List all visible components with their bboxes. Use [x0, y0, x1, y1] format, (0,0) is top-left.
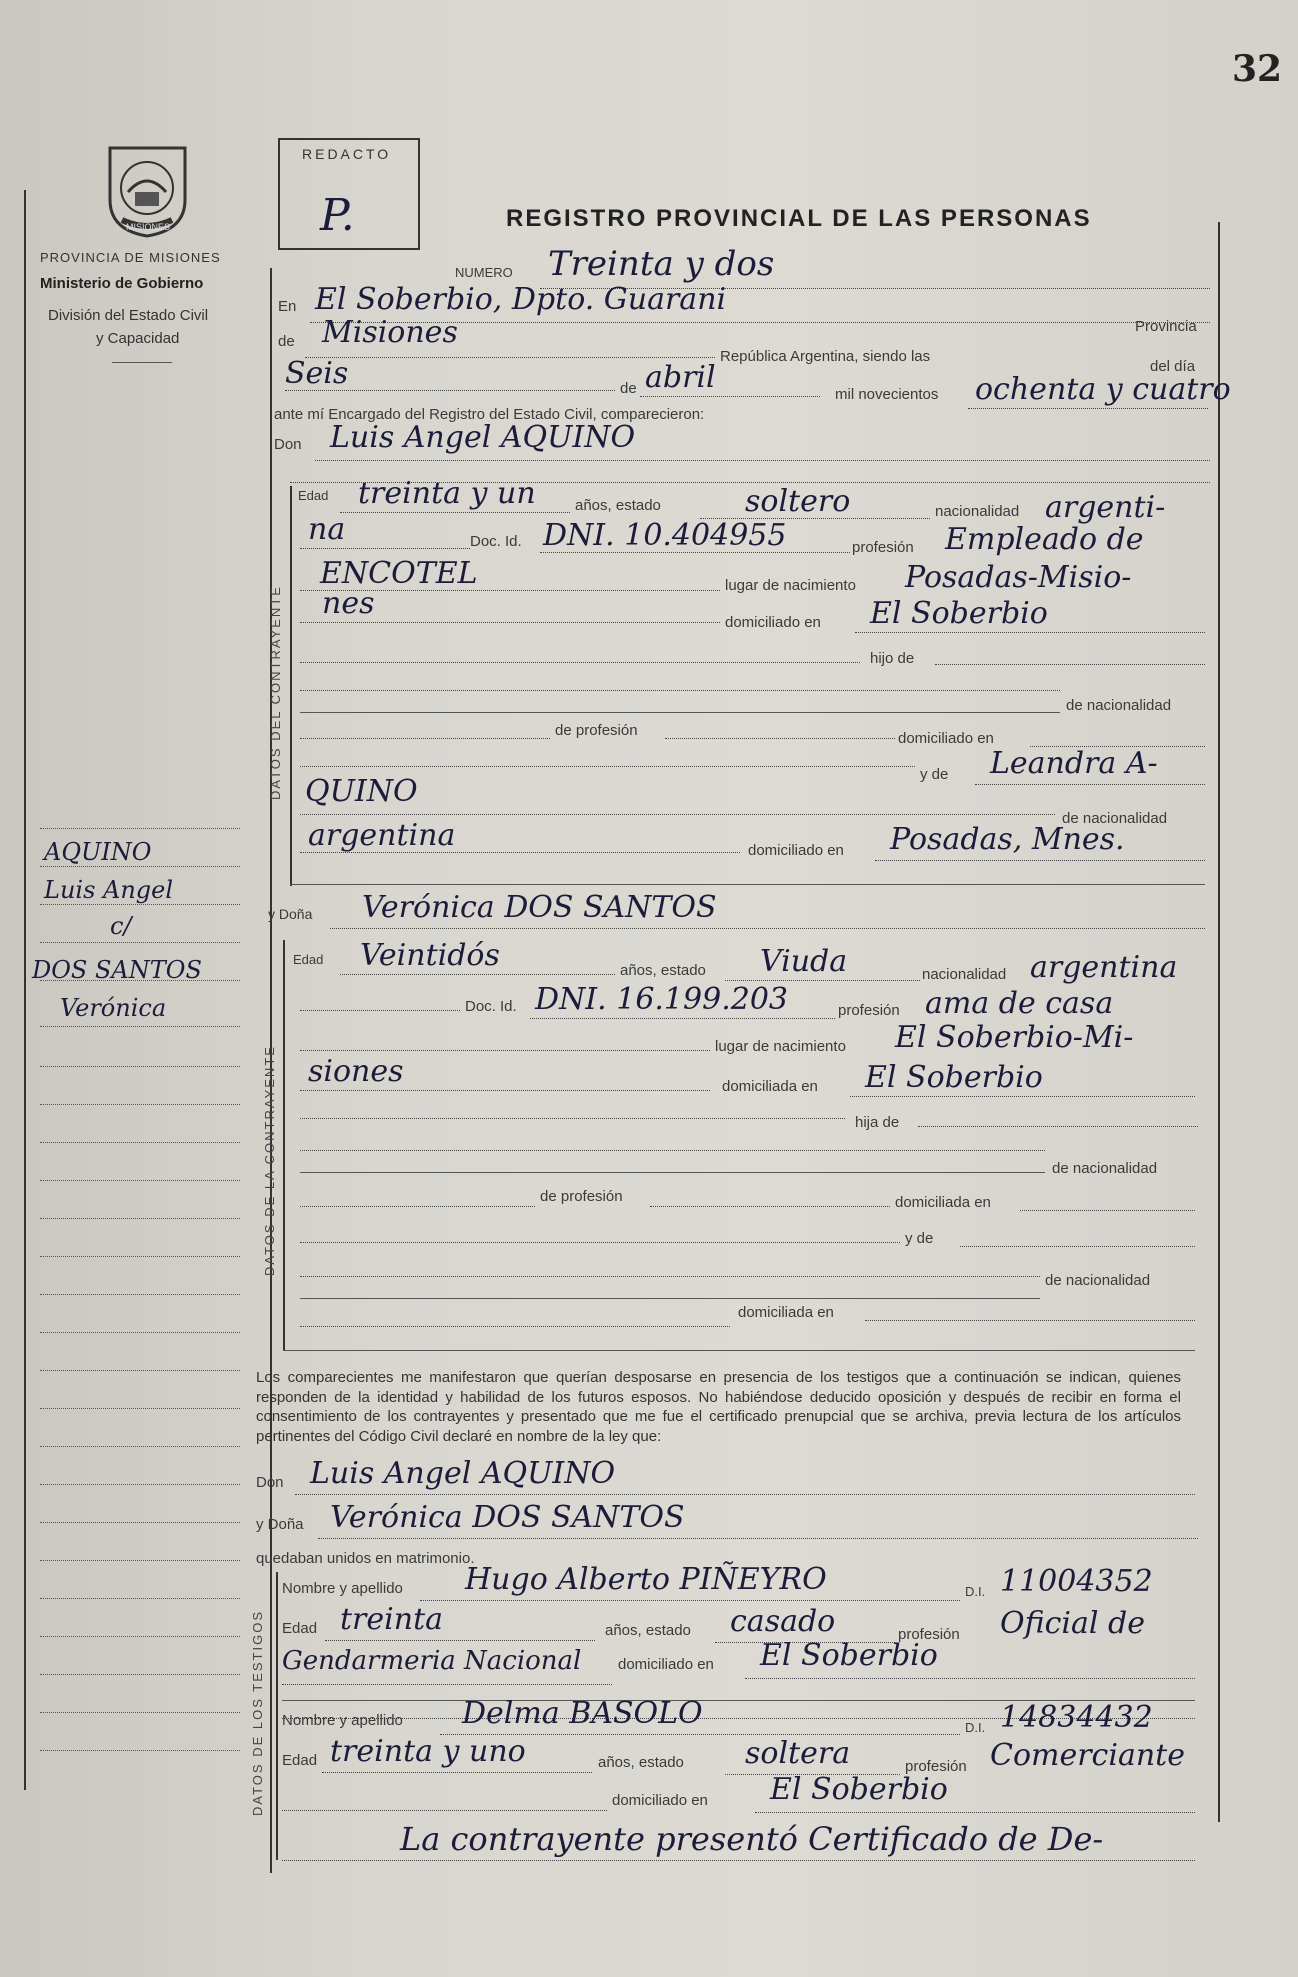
c-prof-value: Empleado de [945, 522, 1144, 557]
margin-rule [40, 1750, 240, 1751]
v-lugar-label: lugar de nacimiento [715, 1038, 846, 1055]
dona-label: y Doña [268, 906, 313, 922]
v-hija-line-c [300, 1150, 1045, 1151]
c-madre-cont-line [300, 814, 1055, 815]
declaration-text: Los comparecientes me manifestaron que querían desposarse en presencia de los testigos que a continuación se indican, quienes responden de la identidad y habilidad de los futuros esposos. No habiéndose deducido oposición y después de recibir en forma el consentimiento de los contrayentes y presentado que me fue el certificado prenupcial que se archiva, previa lectura de los artículos pertinentes del Código Civil declaré en nombre de la ley que: [256, 1369, 1181, 1445]
c-end-line [290, 884, 1205, 885]
margin-rule [40, 1598, 240, 1599]
c-edad-line [340, 512, 570, 513]
province-value: Misiones [322, 315, 458, 350]
t2-dom-line-a [282, 1810, 607, 1811]
decl-dona-label: y Doña [256, 1516, 304, 1533]
v-doc-line-a [300, 1010, 460, 1011]
margin-line-1: AQUINO [44, 838, 152, 866]
t1-nombre-line [420, 1600, 960, 1601]
t1-prof-value: Oficial de [1000, 1606, 1145, 1641]
v-doc-label: Doc. Id. [465, 998, 517, 1015]
nota-line [282, 1860, 1195, 1861]
t1-dom-value: El Soberbio [760, 1638, 938, 1673]
margin-rule [40, 1104, 240, 1105]
v-nac-value: argentina [1030, 950, 1178, 985]
t2-di-label: D.I. [965, 1720, 986, 1735]
t2-anos-label: años, estado [598, 1754, 684, 1771]
c-doc-value: DNI. 10.404955 [543, 518, 787, 553]
v-lugar-line-a [300, 1050, 710, 1051]
v-doc-line [530, 1018, 835, 1019]
testigos-bracket [276, 1572, 278, 1860]
v-edad-line [340, 974, 615, 975]
v-nac-label: nacionalidad [922, 966, 1007, 983]
margin-rule [40, 1484, 240, 1485]
c-nac-cont: na [308, 512, 346, 547]
testigos-side-label: DATOS DE LOS TESTIGOS [250, 1610, 265, 1816]
c-nac-value: argenti- [1045, 490, 1166, 525]
division-label-2: y Capacidad [96, 330, 180, 347]
ministry-label: Ministerio de Gobierno [40, 275, 204, 292]
c-domiciliado-label: domiciliado en [898, 730, 994, 747]
del-dia-label: del día [1150, 358, 1196, 375]
v-dom2-line-b [865, 1320, 1195, 1321]
c-madre-dom-label: domiciliado en [748, 842, 844, 859]
t1-prof-cont: Gendarmeria Nacional [282, 1646, 582, 1676]
v-hija-line-b [918, 1126, 1198, 1127]
c-madre-dom: Posadas, Mnes. [890, 822, 1125, 857]
c-madre-line [975, 784, 1205, 785]
c-dom-label: domiciliado en [725, 614, 821, 631]
v-prof-label: profesión [838, 1002, 900, 1019]
c-madre-cont: QUINO [305, 774, 418, 809]
v-madre-line [960, 1246, 1195, 1247]
c-hijo-line-a [300, 662, 860, 663]
c-hijo-line-d [300, 712, 1060, 713]
t2-edad-label: Edad [282, 1752, 318, 1769]
c-doc-line [540, 552, 850, 553]
form-right-border [1218, 222, 1220, 1822]
don-line [315, 460, 1210, 461]
v-hija-label: hija de [855, 1114, 900, 1131]
c-y-de-line [300, 766, 915, 767]
v-lugar-value: El Soberbio-Mi- [895, 1020, 1134, 1055]
de-label-2: de [620, 380, 637, 397]
margin-rule [40, 1294, 240, 1295]
v-hija-line-a [300, 1118, 845, 1119]
month-line [640, 396, 820, 397]
v-prof-value: ama de casa [925, 986, 1114, 1021]
margin-rule [40, 1218, 240, 1219]
margin-rule [40, 1408, 240, 1409]
c-lugar-cont-line [300, 622, 720, 623]
contrayenta-side-label: DATOS DE LA CONTRAYENTE [262, 1045, 277, 1276]
c-anos-label: años, estado [575, 497, 661, 514]
t2-dom-line [755, 1812, 1195, 1813]
redacto-mark: P. [320, 190, 355, 241]
margin-rule [40, 1560, 240, 1561]
c-hijo-line-c [300, 690, 1060, 691]
v-hija-line-d [300, 1172, 1045, 1173]
v-y-de-line [300, 1242, 900, 1243]
c-hijo-line-b [935, 664, 1205, 665]
t2-nombre-value: Delma BASOLO [462, 1696, 703, 1731]
t2-dom-value: El Soberbio [770, 1772, 948, 1807]
t2-estado-value: soltera [745, 1736, 851, 1771]
t1-dom-label: domiciliado en [618, 1656, 714, 1673]
hora-line [285, 390, 615, 391]
v-dom2-line [300, 1326, 730, 1327]
republica-label: República Argentina, siendo las [720, 348, 931, 365]
c-dom-line [855, 632, 1205, 633]
provincia-label: Provincia [1135, 318, 1197, 335]
decl-don-value: Luis Angel AQUINO [310, 1456, 616, 1491]
place-value: El Soberbio, Dpto. Guarani [315, 282, 727, 317]
t1-edad-label: Edad [282, 1620, 318, 1637]
v-estado-value: Viuda [760, 944, 848, 979]
v-prof-line-b [650, 1206, 890, 1207]
dona-line [330, 928, 1205, 929]
margin-rule [40, 1370, 240, 1371]
margin-rule [40, 1674, 240, 1675]
c-lugar-cont: nes [322, 586, 375, 621]
t2-nombre-label: Nombre y apellido [282, 1712, 403, 1729]
registry-title: REGISTRO PROVINCIAL DE LAS PERSONAS [506, 205, 1092, 232]
c-nac-cont-line [300, 548, 470, 549]
t1-estado-value: casado [730, 1604, 836, 1639]
t2-prof-value: Comerciante [990, 1738, 1185, 1773]
t1-nombre-label: Nombre y apellido [282, 1580, 403, 1597]
province-line [305, 357, 715, 358]
month-value: abril [645, 360, 716, 395]
c-madre-nac-line [300, 852, 740, 853]
c-edad-label: Edad [298, 488, 329, 503]
margin-line-2: Luis Angel [44, 876, 174, 904]
margin-rule [40, 828, 240, 829]
v-prof-line [300, 1206, 535, 1207]
margin-rule [40, 1256, 240, 1257]
decl-don-line [295, 1494, 1195, 1495]
v-domiciliada-label: domiciliada en [895, 1194, 991, 1211]
c-nac-label: nacionalidad [935, 503, 1020, 520]
c-dom-value: El Soberbio [870, 596, 1048, 631]
v-de-prof-label: de profesión [540, 1188, 623, 1205]
de-label: de [278, 333, 295, 350]
page-number: 32 [1232, 48, 1283, 90]
margin-rule [40, 1446, 240, 1447]
margin-line-4: DOS SANTOS [32, 956, 202, 984]
c-hijo-label: hijo de [870, 650, 915, 667]
margin-rule [40, 1180, 240, 1181]
c-madre-dom-line [875, 860, 1205, 861]
redacto-label: REDACTO [302, 146, 392, 162]
c-edad-value: treinta y un [358, 476, 536, 511]
division-label: División del Estado Civil [48, 307, 209, 324]
v-edad-value: Veintidós [360, 938, 500, 973]
dona-value: Verónica DOS SANTOS [362, 890, 717, 925]
v-lugar-cont-line [300, 1090, 710, 1091]
year-line [968, 408, 1208, 409]
c-prof-cont: ENCOTEL [320, 556, 478, 591]
v-madre-cont-line [300, 1276, 1040, 1277]
unidos-label: quedaban unidos en matrimonio. [256, 1550, 475, 1567]
mil-label: mil novecientos [835, 386, 939, 403]
margin-rule [40, 1142, 240, 1143]
margin-rule [40, 942, 240, 943]
contrayenta-bracket [283, 940, 285, 1350]
c-doc-label: Doc. Id. [470, 533, 522, 550]
testigos-nota: La contrayente presentó Certificado de De- [400, 1820, 1104, 1858]
margin-rule [40, 1332, 240, 1333]
t1-di-label: D.I. [965, 1584, 986, 1599]
v-anos-label: años, estado [620, 962, 706, 979]
divider [112, 362, 172, 363]
redacto-box [278, 138, 420, 250]
v-domiciliada2-label: domiciliada en [738, 1304, 834, 1321]
c-lugar-label: lugar de nacimiento [725, 577, 856, 594]
year-value: ochenta y cuatro [975, 372, 1231, 407]
c-prof-line [300, 738, 550, 739]
hora-value: Seis [285, 356, 349, 391]
margin-rule [40, 866, 240, 867]
decl-don-label: Don [256, 1474, 284, 1491]
t1-prof-label: profesión [898, 1626, 960, 1643]
don-value: Luis Angel AQUINO [330, 420, 636, 455]
t2-prof-label: profesión [905, 1758, 967, 1775]
c-prof-line-b [665, 738, 895, 739]
t1-prof-cont-line [282, 1684, 612, 1685]
margin-rule [40, 1522, 240, 1523]
t1-nombre-value: Hugo Alberto PIÑEYRO [465, 1562, 827, 1597]
don-label: Don [274, 436, 302, 453]
contrayente-bracket [290, 486, 292, 886]
margin-rule [40, 1712, 240, 1713]
v-lugar-cont: siones [308, 1054, 404, 1089]
v-dom-value: El Soberbio [865, 1060, 1043, 1095]
margin-line-5: Verónica [60, 994, 167, 1022]
v-edad-label: Edad [293, 952, 324, 967]
contrayente-side-label: DATOS DEL CONTRAYENTE [268, 585, 283, 800]
v-madre-cont-line-b [300, 1298, 1040, 1299]
c-y-de-label: y de [920, 766, 949, 783]
binding-line [24, 190, 26, 1790]
v-doc-value: DNI. 16.199.203 [535, 982, 788, 1017]
v-dom-label: domiciliada en [722, 1078, 818, 1095]
t1-anos-label: años, estado [605, 1622, 691, 1639]
seal-text: MISIONES [126, 222, 171, 232]
c-de-prof-label: de profesión [555, 722, 638, 739]
margin-rule [40, 904, 240, 905]
margin-line-3: c/ [110, 912, 132, 940]
province-label: PROVINCIA DE MISIONES [40, 250, 221, 265]
c-prof-label: profesión [852, 539, 914, 556]
t1-edad-line [325, 1640, 595, 1641]
t2-edad-line [322, 1772, 592, 1773]
margin-rule [40, 980, 240, 981]
t2-dom-label: domiciliado en [612, 1792, 708, 1809]
ante-label: ante mí Encargado del Registro del Estado Civil, comparecieron: [274, 406, 705, 423]
margin-rule [40, 1066, 240, 1067]
t2-di-value: 14834432 [1000, 1700, 1153, 1735]
decl-dona-value: Verónica DOS SANTOS [330, 1500, 685, 1535]
v-estado-line [725, 980, 920, 981]
v-end-line [283, 1350, 1195, 1351]
t1-di-value: 11004352 [1000, 1564, 1153, 1599]
v-domiciliada-line [1020, 1210, 1195, 1211]
t1-edad-value: treinta [340, 1602, 444, 1637]
t2-edad-value: treinta y uno [330, 1734, 526, 1769]
v-de-nac2-label: de nacionalidad [1045, 1272, 1151, 1289]
v-de-nac-label: de nacionalidad [1052, 1160, 1158, 1177]
decl-dona-line [318, 1538, 1198, 1539]
c-lugar-value: Posadas-Misio- [905, 560, 1132, 595]
c-madre-nac-label: de nacionalidad [1062, 810, 1168, 827]
margin-rule [40, 1026, 240, 1027]
en-label: En [278, 298, 297, 315]
c-madre-nac: argentina [308, 818, 456, 853]
v-y-de-label: y de [905, 1230, 934, 1247]
numero-label: NUMERO [455, 265, 513, 280]
numero-value: Treinta y dos [548, 244, 775, 284]
c-de-nac-label: de nacionalidad [1066, 697, 1172, 714]
v-dom-line [850, 1096, 1195, 1097]
t1-dom-line [745, 1678, 1195, 1679]
margin-rule [40, 1636, 240, 1637]
c-estado-value: soltero [745, 484, 851, 519]
c-madre-value: Leandra A- [990, 746, 1158, 781]
